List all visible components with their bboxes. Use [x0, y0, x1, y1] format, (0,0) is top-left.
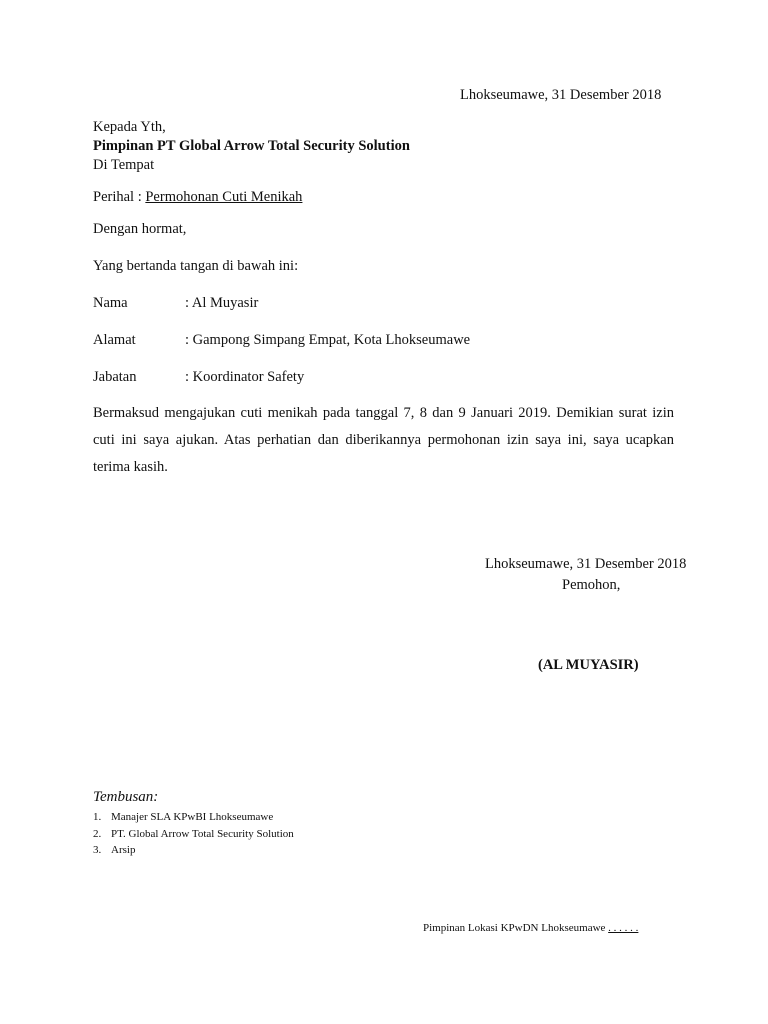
footer-text: Pimpinan Lokasi KPwDN Lhokseumawe	[423, 922, 606, 934]
subject-label: Perihal :	[93, 189, 142, 205]
cc-list	[93, 809, 294, 859]
footer-dots: . . . . . .	[608, 922, 639, 934]
recipient-place: Di Tempat	[93, 157, 155, 173]
field-value: : Koordinator Safety	[185, 369, 305, 385]
signer-name: (AL MUYASIR)	[538, 657, 639, 673]
field-value: : Gampong Simpang Empat, Kota Lhokseumawe	[185, 332, 471, 348]
list-item: 2. PT. Global Arrow Total Security Solution	[93, 827, 294, 840]
subject-line	[93, 189, 302, 206]
cc-title: Tembusan:	[93, 789, 159, 805]
salutation: Dengan hormat,	[93, 221, 187, 237]
greeting-to: Kepada Yth,	[93, 119, 166, 135]
body-paragraph: Bermaksud mengajukan cuti menikah pada tanggal 7, 8 dan 9 Januari 2019. Demikian surat izin cuti ini saya ajukan. Atas perhatian dan diberikannya permohonan izin saya ini, saya ucapkan terima kasih.	[93, 405, 674, 475]
intro-text: Yang bertanda tangan di bawah ini:	[93, 258, 299, 274]
footer-line	[423, 922, 638, 934]
field-value: : Al Muyasir	[185, 295, 259, 311]
letter-date: Lhokseumawe, 31 Desember 2018	[460, 87, 662, 103]
subject: Permohonan Cuti Menikah	[145, 189, 303, 205]
list-item: 1. Manajer SLA KPwBI Lhokseumawe	[93, 811, 274, 823]
list-item: 3. Arsip	[93, 844, 136, 856]
recipient: Pimpinan PT Global Arrow Total Security Solution	[93, 138, 410, 154]
applicant-label: Pemohon,	[562, 577, 621, 593]
field-label: Jabatan	[93, 369, 137, 385]
field-label: Nama	[93, 295, 128, 311]
field-label: Alamat	[93, 332, 136, 348]
sign-date: Lhokseumawe, 31 Desember 2018	[485, 556, 687, 572]
